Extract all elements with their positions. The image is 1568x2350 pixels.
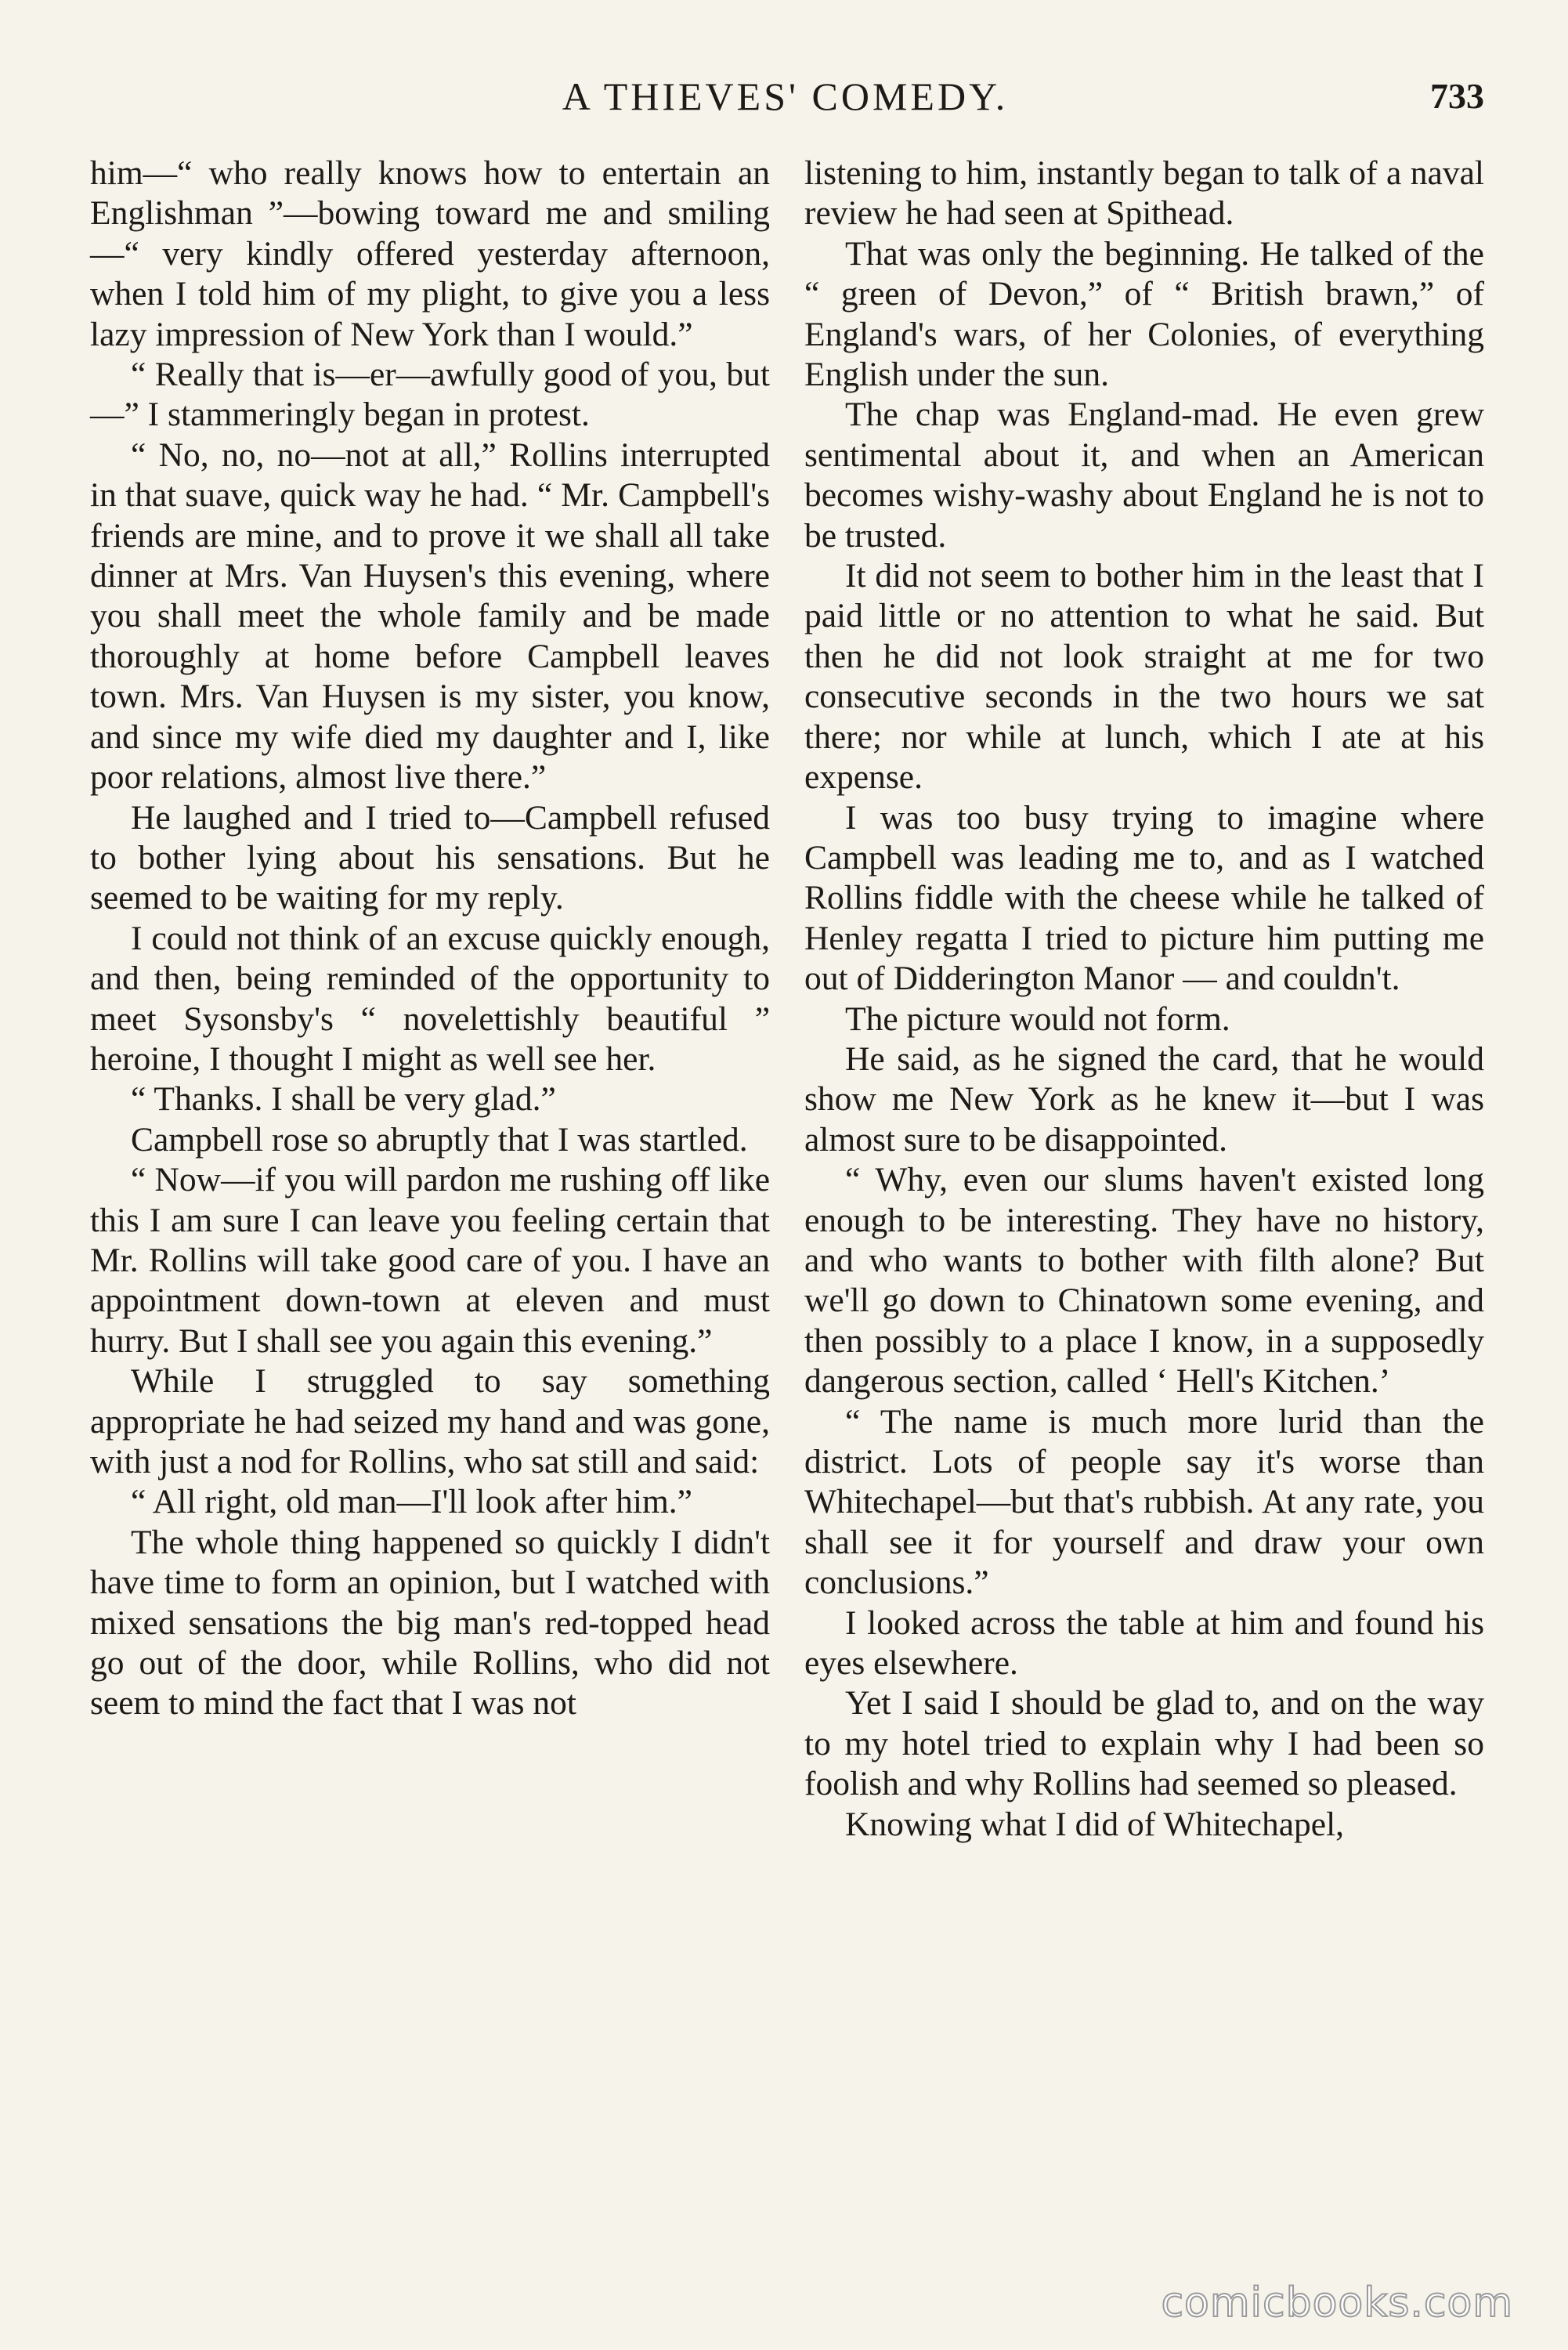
paragraph: The chap was England-mad. He even grew sentimental about it, and when an American becomes wishy-washy about England he is not to be trusted. bbox=[804, 396, 1484, 555]
paragraph: I looked across the table at him and found his eyes elsewhere. bbox=[804, 1603, 1484, 1683]
page-number: 733 bbox=[1430, 76, 1484, 116]
paragraph: listening to him, instantly began to talk of a naval review he had seen at Spithead. bbox=[804, 154, 1484, 233]
paragraph: He said, as he signed the card, that he would show me New York as he knew it—but I was almost sure to be disappointed. bbox=[804, 1039, 1484, 1159]
paragraph: I was too busy trying to imagine where Campbell was leading me to, and as I watched Rollins fiddle with the cheese while he talked of Henley regatta I tried to picture him putting me out of Didderington Manor — and couldn't. bbox=[804, 798, 1484, 998]
paragraph: “ No, no, no—not at all,” Rollins interrupted in that suave, quick way he had. “ Mr. Campbell's friends are mine, and to prove it we shall all take dinner at Mrs. Van Huysen's this evening, where you shall meet the whole family and be made thoroughly at home before Campbell leaves town. Mrs. Van Huysen is my sister, you know, and since my wife died my daughter and I, like poor relations, almost live there.” bbox=[90, 436, 770, 797]
paragraph: The whole thing happened so quickly I didn't have time to form an opinion, but I watched with mixed sensations the big man's red-topped head go out of the door, while Rollins, who did not seem to mind the fact that I was not bbox=[90, 1523, 770, 1723]
right-column bbox=[804, 154, 1484, 2284]
paragraph: It did not seem to bother him in the least that I paid little or no attention to what he said. But then he did not look straight at me for two consecutive seconds in the two hours we sat there; nor while at lunch, which I ate at his expense. bbox=[804, 557, 1484, 797]
paragraph: “ The name is much more lurid than the district. Lots of people say it's worse than Whitechapel—but that's rubbish. At any rate, you shall see it for yourself and draw your own conclusions.” bbox=[804, 1402, 1484, 1602]
paragraph: I could not think of an excuse quickly enough, and then, being reminded of the opportunity to meet Sysonsby's “ novelettishly beautiful ” heroine, I thought I might as well see her. bbox=[90, 919, 770, 1078]
paragraph: Knowing what I did of Whitechapel, bbox=[845, 1805, 1345, 1843]
paragraph: “ Why, even our slums haven't existed long enough to be interesting. They have no history, and who wants to bother with filth alone? But we'll go down to Chinatown some evening, and then possibly to a place I know, in a supposedly dangerous section, called ‘ Hell's Kitchen.’ bbox=[804, 1161, 1484, 1401]
paragraph: While I struggled to say something appropriate he had seized my hand and was gone, with just a nod for Rollins, who sat still and said: bbox=[90, 1362, 770, 1480]
paragraph: Campbell rose so abruptly that I was startled. bbox=[131, 1120, 748, 1159]
paragraph: “ Really that is—er—awfully good of you, but—” I stammeringly began in protest. bbox=[90, 356, 770, 434]
paragraph: Yet I said I should be glad to, and on the way to my hotel tried to explain why I had been so foolish and why Rollins had seemed so pleased. bbox=[804, 1684, 1484, 1803]
paragraph: “ Thanks. I shall be very glad.” bbox=[131, 1080, 556, 1119]
running-title: A THIEVES' COMEDY. bbox=[562, 74, 1009, 118]
paragraph: “ All right, old man—I'll look after him.” bbox=[131, 1483, 692, 1521]
paragraph: him—“ who really knows how to entertain an Englishman ”—bowing toward me and smiling—“ very kindly offered yesterday afternoon, when I told him of my plight, to give you a less lazy impression of New York than I would.” bbox=[90, 154, 770, 353]
paragraph: The picture would not form. bbox=[845, 1000, 1230, 1038]
paragraph: “ Now—if you will pardon me rushing off like this I am sure I can leave you feeling certain that Mr. Rollins will take good care of you. I have an appointment down-town at eleven and must hurry. But I shall see you again this evening.” bbox=[90, 1161, 770, 1360]
watermark: comicbooks.com bbox=[1161, 2280, 1513, 2326]
running-head bbox=[86, 69, 1484, 124]
paragraph: He laughed and I tried to—Campbell refused to bother lying about his sensations. But he seemed to be waiting for my reply. bbox=[90, 798, 770, 917]
left-column bbox=[90, 154, 770, 2284]
paragraph: That was only the beginning. He talked of the “ green of Devon,” of “ British brawn,” of England's wars, of her Colonies, of everything English under the sun. bbox=[804, 234, 1484, 394]
